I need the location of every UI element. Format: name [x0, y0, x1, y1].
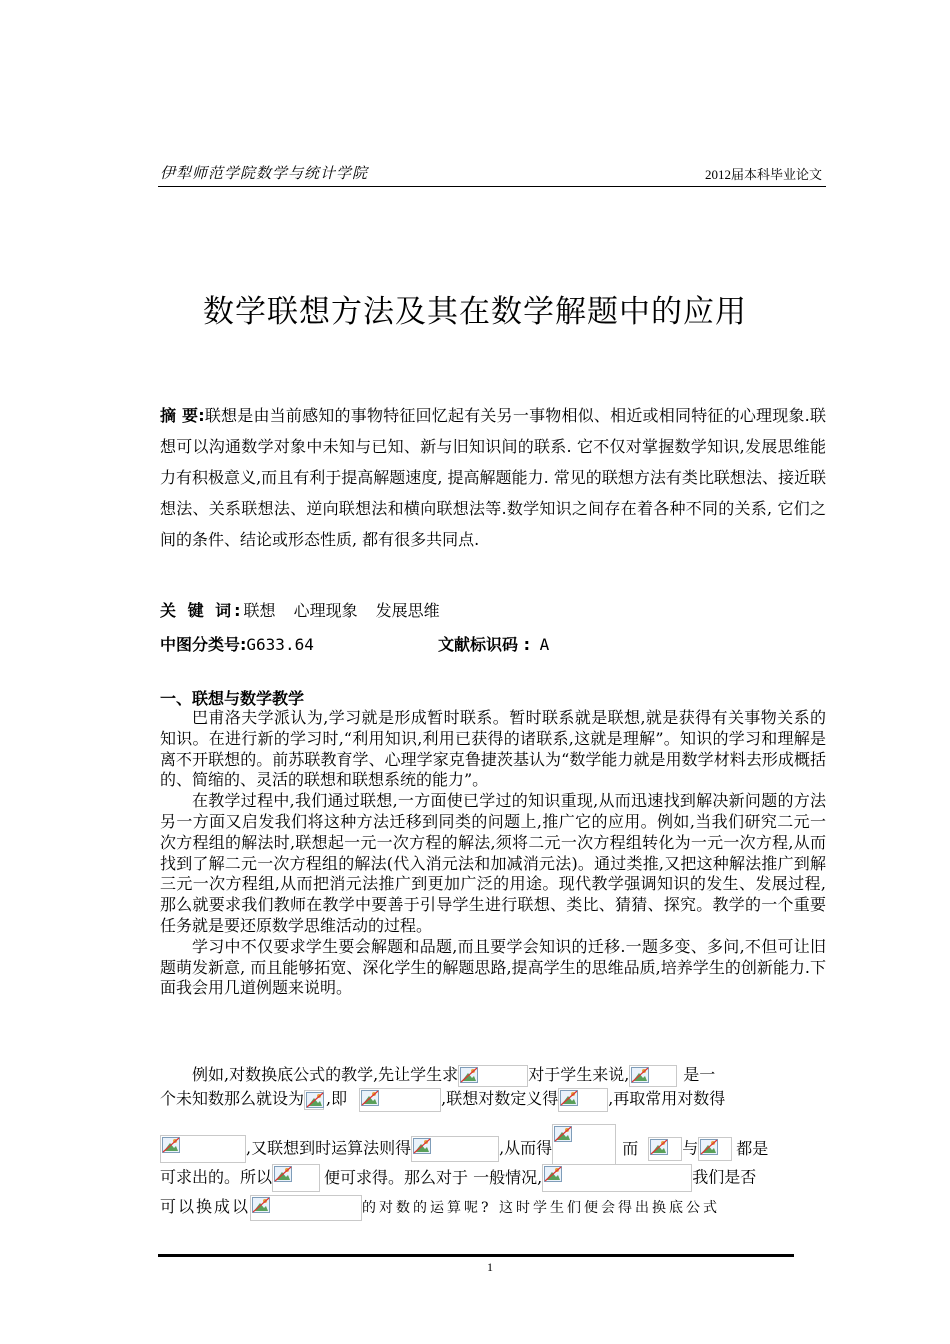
formula-image — [411, 1136, 499, 1162]
doc-code-value: A — [539, 635, 550, 654]
header-institution: 伊犁师范学院数学与统计学院 — [160, 164, 369, 182]
text-run: ,联想对数定义得 — [441, 1089, 559, 1108]
formula-image — [558, 1088, 608, 1112]
text-run: 可以换成以 — [160, 1197, 251, 1216]
example-line — [160, 1062, 826, 1087]
broken-image-icon — [554, 1126, 572, 1142]
paper-title: 数学联想方法及其在数学解题中的应用 — [203, 294, 747, 330]
formula-image — [250, 1195, 362, 1221]
classification — [160, 632, 550, 655]
paragraph: 在教学过程中,我们通过联想,一方面使已学过的知识重现,从而迅速找到解决新问题的方法另一方面又启发我们将这种方法迁移到同类的问题上,推广它的应用。例如,当我们研究二元一次方程组的解法时,联想起一元一次方程的解法,须将二元一次方程组转化为一元一次方程,从而找到了解二元一次方程组的解法(代入消元法和加减消元法)。通过类推,又把这种解法推广到解三元一次方程组,从而把消元法推广到更加广泛的用途。现代教学强调知识的发生、发展过程,那么就要求我们教师在教学中要善于引导学生进行联想、类比、猜猜、探究。教学的一个重要任务就是要还原数学思维活动的过程。 — [160, 791, 826, 935]
formula-image — [304, 1090, 324, 1110]
text-run: ,又联想到时运算法则得 — [246, 1138, 412, 1158]
broken-image-icon — [650, 1139, 668, 1155]
broken-image-icon — [361, 1090, 379, 1106]
header-thesis-year: 2012届本科毕业论文 — [704, 167, 822, 182]
text-run: 个未知数那么就设为 — [160, 1089, 305, 1108]
text-run: ,即 — [326, 1089, 348, 1108]
doc-code-label: 文献标识码 : — [438, 635, 530, 654]
text-run: 可求出的。所以 — [160, 1167, 273, 1187]
keyword: 心理现象 — [293, 601, 358, 620]
text-run: ,从而得 — [499, 1138, 553, 1158]
section-heading: 一、联想与数学教学 — [160, 689, 305, 708]
footer-rule — [158, 1254, 794, 1257]
paragraph: 学习中不仅要求学生要会解题和品题,而且要学会知识的迁移.一题多变、多问,不但可让旧题萌发新意, 而且能够拓宽、深化学生的解题思路,提高学生的思维品质,培养学生的创新能力.下面我会用几道例题来说明。 — [160, 936, 826, 998]
formula-image — [542, 1164, 692, 1192]
keywords — [160, 598, 458, 621]
broken-image-icon — [631, 1067, 649, 1083]
broken-image-icon — [413, 1138, 431, 1154]
broken-image-icon — [274, 1166, 292, 1182]
formula-image — [629, 1065, 677, 1087]
example-line — [160, 1086, 826, 1112]
text-run: 的对数的运算呢? 这时学生们便会得出换底公式 — [362, 1200, 720, 1216]
text-run: ,再取常用对数得 — [608, 1089, 726, 1108]
document-code — [438, 632, 549, 655]
formula-image — [648, 1137, 682, 1161]
text-run: 与 — [682, 1138, 699, 1158]
abstract — [160, 400, 826, 555]
broken-image-icon — [306, 1092, 324, 1108]
keyword: 联想 — [243, 601, 276, 620]
header-rule — [158, 186, 826, 187]
example-line — [160, 1164, 826, 1192]
broken-image-icon — [162, 1137, 180, 1153]
keywords-label: 关 键 词: — [160, 601, 244, 620]
abstract-label: 摘 要: — [160, 406, 205, 425]
broken-image-icon — [460, 1067, 478, 1083]
broken-image-icon — [544, 1166, 562, 1182]
abstract-text: 联想是由当前感知的事物特征回忆起有关另一事物相似、相近或相同特征的心理现象.联想可以沟通数学对象中未知与已知、新与旧知识间的联系. 它不仅对掌握数学知识,发展思维能力有积极意义,而且有利于提高解题速度, 提高解题能力. 常见的联想方法有类比联想法、接近联想法、关系联想法、逆向联想法和横向联想法等.数学知识之间存在着各种不同的关系, 它们之间的条件、结论或形态性质, 都有很多共同点. — [160, 406, 826, 549]
broken-image-icon — [560, 1090, 578, 1106]
text-run: 我们是否 — [692, 1167, 757, 1187]
text-run: 是一 — [683, 1065, 716, 1084]
text-run: 都是 — [736, 1138, 769, 1158]
example-line — [160, 1194, 826, 1221]
formula-image — [359, 1088, 441, 1112]
page-number: 1 — [487, 1260, 493, 1274]
text-run: 例如,对数换底公式的教学,先让学生求 — [192, 1065, 459, 1084]
clc-label: 中图分类号: — [160, 635, 247, 654]
formula-image — [272, 1164, 320, 1192]
broken-image-icon — [252, 1197, 270, 1213]
text-run: 便可求得。那么对于 一般情况, — [324, 1167, 543, 1187]
section-body — [160, 708, 826, 999]
text-run: 对于学生来说, — [528, 1065, 630, 1084]
formula-image — [458, 1065, 528, 1087]
paragraph: 巴甫洛夫学派认为,学习就是形成暂时联系。暂时联系就是联想,就是获得有关事物关系的知识。在进行新的学习时,“利用知识,利用已获得的诸联系,这就是理解”。知识的学习和理解是离不开联想的。前苏联教育学、心理学家克鲁捷茨基认为“数学能力就是用数学材料去形成概括的、简缩的、灵活的联想和联想系统的能力”。 — [160, 708, 826, 790]
clc-value: G633.64 — [246, 635, 314, 654]
formula-image — [698, 1137, 732, 1161]
broken-image-icon — [700, 1139, 718, 1155]
keyword: 发展思维 — [375, 601, 440, 620]
formula-image — [160, 1135, 246, 1163]
text-run: 而 — [622, 1138, 639, 1158]
